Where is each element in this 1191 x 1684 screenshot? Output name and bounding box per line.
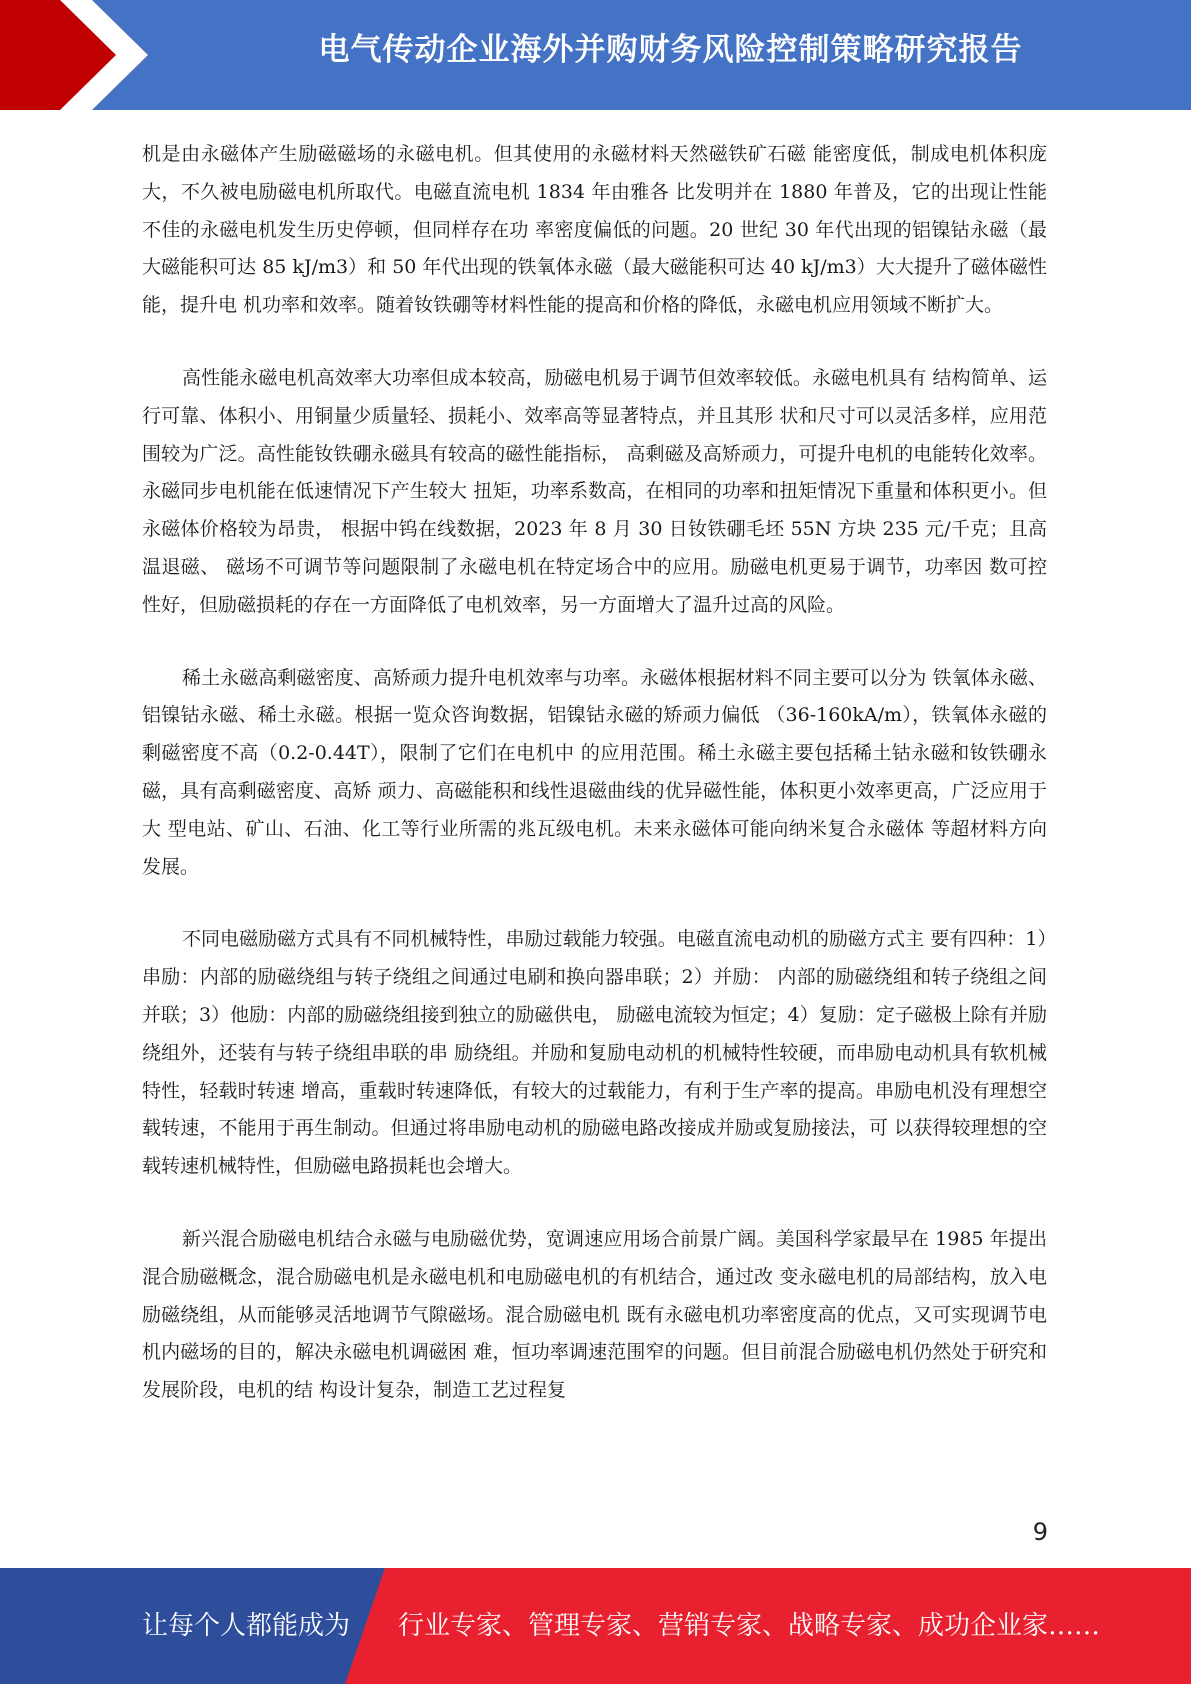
footer-slogan-left: 让每个人都能成为	[142, 1611, 351, 1641]
header-arrow-decoration	[0, 0, 150, 110]
paragraph-3: 稀土永磁高剩磁密度、高矫顽力提升电机效率与功率。永磁体根据材料不同主要可以分为 铁氧体永磁、铝镍钴永磁、稀土永磁。根据一览众咨询数据，铝镍钴永磁的矫顽力偏低 （36-160kA/m），铁氧体永磁的剩磁密度不高（0.2-0.44T），限制了它们在电机中 的应用范围。稀土永磁主要包括稀土钴永磁和钕铁硼永磁，具有高剩磁密度、高矫 顽力、高磁能积和线性退磁曲线的优异磁性能，体积更小效率更高，广泛应用于大 型电站、矿山、石油、化工等行业所需的兆瓦级电机。未来永磁体可能向纳米复合永磁体 等超材料方向发展。	[142, 666, 1047, 878]
page-number: 9	[1032, 1518, 1048, 1546]
page-header	[0, 0, 1191, 110]
paragraph-2: 高性能永磁电机高效率大功率但成本较高，励磁电机易于调节但效率较低。永磁电机具有 结构简单、运行可靠、体积小、用铜量少质量轻、损耗小、效率高等显著特点，并且其形 状和尺寸可以灵活多样，应用范围较为广泛。高性能钕铁硼永磁具有较高的磁性能指标， 高剩磁及高矫顽力，可提升电机的电能转化效率。永磁同步电机能在低速情况下产生较大 扭矩，功率系数高，在相同的功率和扭矩情况下重量和体积更小。但永磁体价格较为昂贵， 根据中钨在线数据，2023 年 8 月 30 日钕铁硼毛坯 55N 方块 235 元/千克；且高温退磁、 磁场不可调节等问题限制了永磁电机在特定场合中的应用。励磁电机更易于调节，功率因 数可控性好，但励磁损耗的存在一方面降低了电机效率，另一方面增大了温升过高的风险。	[142, 366, 1047, 616]
paragraph-1: 机是由永磁体产生励磁磁场的永磁电机。但其使用的永磁材料天然磁铁矿石磁 能密度低，制成电机体积庞大，不久被电励磁电机所取代。电磁直流电机 1834 年由雅各 比发明并在 1880 年普及，它的出现让性能不佳的永磁电机发生历史停顿，但同样存在功 率密度偏低的问题。20 世纪 30 年代出现的铝镍钴永磁（最大磁能积可达 85 kJ/m3）和 50 年代出现的铁氧体永磁（最大磁能积可达 40 kJ/m3）大大提升了磁体磁性能，提升电 机功率和效率。随着钕铁硼等材料性能的提高和价格的降低，永磁电机应用领域不断扩大。	[142, 143, 1047, 317]
footer-slogan-right: 行业专家、管理专家、营销专家、战略专家、成功企业家……	[398, 1611, 1101, 1641]
body-text	[142, 136, 1047, 1445]
document-title: 电气传动企业海外并购财务风险控制策略研究报告	[318, 32, 1023, 68]
paragraph-5: 新兴混合励磁电机结合永磁与电励磁优势，宽调速应用场合前景广阔。美国科学家最早在 1985 年提出混合励磁概念，混合励磁电机是永磁电机和电励磁电机的有机结合，通过改 变永磁电机的局部结构，放入电励磁绕组，从而能够灵活地调节气隙磁场。混合励磁电机 既有永磁电机功率密度高的优点，又可实现调节电机内磁场的目的，解决永磁电机调磁困 难，恒功率调速范围窄的问题。但目前混合励磁电机仍然处于研究和发展阶段，电机的结 构设计复杂，制造工艺过程复	[142, 1227, 1047, 1402]
page-footer	[0, 1568, 1191, 1684]
paragraph-4: 不同电磁励磁方式具有不同机械特性，串励过载能力较强。电磁直流电动机的励磁方式主 要有四种：1）串励：内部的励磁绕组与转子绕组之间通过电刷和换向器串联；2）并励： 内部的励磁绕组和转子绕组之间并联；3）他励：内部的励磁绕组接到独立的励磁供电， 励磁电流较为恒定；4）复励：定子磁极上除有并励绕组外，还装有与转子绕组串联的串 励绕组。并励和复励电动机的机械特性较硬，而串励电动机具有软机械特性，轻载时转速 增高，重载时转速降低，有较大的过载能力，有利于生产率的提高。串励电机没有理想空 载转速，不能用于再生制动。但通过将串励电动机的励磁电路改接成并励或复励接法，可 以获得较理想的空载转速机械特性，但励磁电路损耗也会增大。	[142, 928, 1047, 1178]
